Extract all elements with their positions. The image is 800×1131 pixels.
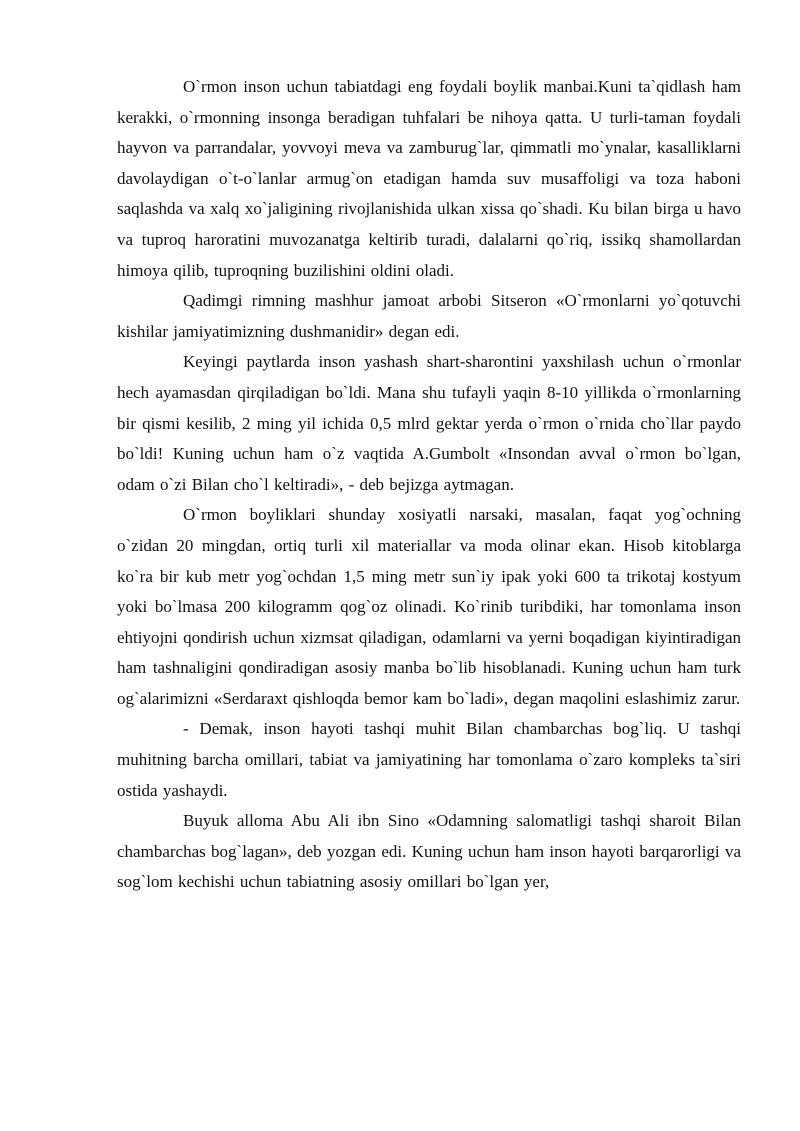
paragraph-ibn-sino: Buyuk alloma Abu Ali ibn Sino «Odamning salomatligi tashqi sharoit Bilan chambarchas bog`lagan», deb yozgan edi. Kuning uchun ham inson hayoti barqarorligi va sog`lom kechishi uchun tabiatning asosiy omillari bo`lgan yer, <box>117 811 741 892</box>
document-body <box>117 72 741 898</box>
paragraph-deforestation: Keyingi paytlarda inson yashash shart-sharontini yaxshilash uchun o`rmonlar hech ayamasdan qirqiladigan bo`ldi. Mana shu tufayli yaqin 8-10 yillikda o`rmonlarning bir qismi kesilib, 2 ming yil ichida 0,5 mlrd gektar yerda o`rmon o`rnida cho`llar paydo bo`ldi! Kuning uchun ham o`z vaqtida A.Gumbolt «Insondan avval o`rmon bo`lgan, odam o`zi Bilan cho`l keltiradi», - deb bejizga aytmagan. <box>117 352 741 494</box>
paragraph-forest-wealth: O`rmon boyliklari shunday xosiyatli narsaki, masalan, faqat yog`ochning o`zidan 20 mingdan, ortiq turli xil materiallar va moda olinar ekan. Hisob kitoblarga ko`ra bir kub metr yog`ochdan 1,5 ming metr sun`iy ipak yoki 600 ta trikotaj kostyum yoki bo`lmasa 200 kilogramm qog`oz olinadi. Ko`rinib turibdiki, har tomonlama inson ehtiyojni qondirish uchun xizmsat qiladigan, odamlarni va yerni boqadigan kiyintiradigan ham tashnaligini qondiradigan asosiy manba bo`lib hisoblanadi. Kuning uchun ham turk og`alarimizni «Serdaraxt qishloqda bemor kam bo`ladi», degan maqolini eslashimiz zarur. <box>117 505 741 708</box>
paragraph-environment-link: - Demak, inson hayoti tashqi muhit Bilan chambarchas bog`liq. U tashqi muhitning barcha omillari, tabiat va jamiyatining har tomonlama o`zaro kompleks ta`siri ostida yashaydi. <box>117 719 741 800</box>
paragraph-forest-resources: O`rmon inson uchun tabiatdagi eng foydali boylik manbai.Kuni ta`qidlash ham kerakki, o`rmonning insonga beradigan tuhfalari be nihoya qatta. U turli-taman foydali hayvon va parrandalar, yovvoyi meva va zamburug`lar, qimmatli mo`ynalar, kasalliklarni davolaydigan o`t-o`lanlar armug`on etadigan hamda suv musaffoligi va toza haboni saqlashda va xalq xo`jaligining rivojlanishida ulkan xissa qo`shadi. Ku bilan birga u havo va tuproq haroratini muvozanatga keltirib turadi, dalalarni qo`riq, issikq shamollardan himoya qilib, tuproqning buzilishini oldini oladi. <box>117 77 741 280</box>
paragraph-cicero-quote: Qadimgi rimning mashhur jamoat arbobi Sitseron «O`rmonlarni yo`qotuvchi kishilar jamiyatimizning dushmanidir» degan edi. <box>117 291 741 341</box>
